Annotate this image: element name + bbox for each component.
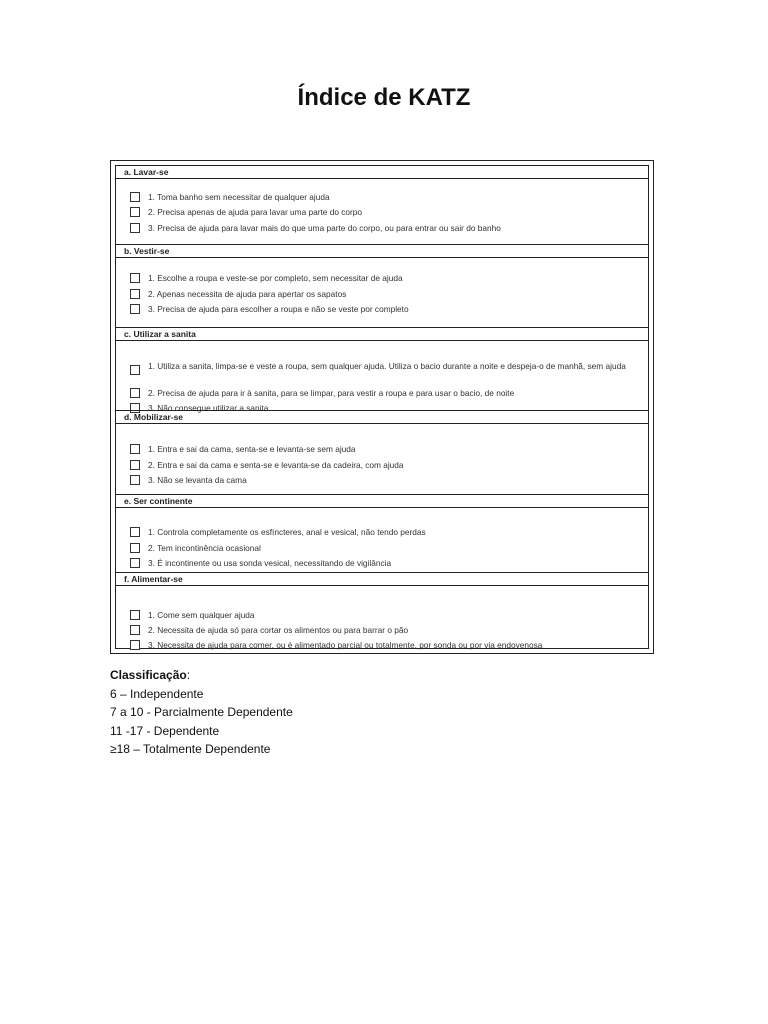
checkbox[interactable]: [130, 475, 140, 485]
checkbox[interactable]: [130, 543, 140, 553]
checkbox[interactable]: [130, 444, 140, 454]
item-label: 3. Necessita de ajuda para comer, ou é alimentado parcial ou totalmente, por sonda ou por via endovenosa: [148, 640, 543, 650]
item-label: 3. Não consegue utilizar a sanita: [148, 403, 269, 413]
checkbox[interactable]: [130, 192, 140, 202]
katz-form-inner: [115, 165, 649, 649]
item-label: 2. Apenas necessita de ajuda para apertar os sapatos: [148, 289, 347, 299]
section-ser-continente: [116, 494, 648, 568]
checkbox[interactable]: [130, 273, 140, 283]
checkbox[interactable]: [130, 640, 140, 650]
checkbox[interactable]: [130, 223, 140, 233]
item-label: 1. Come sem qualquer ajuda: [148, 610, 255, 620]
classification-level: ≥18 – Totalmente Dependente: [110, 742, 271, 757]
item-label: 3. Precisa de ajuda para escolher a roupa e não se veste por completo: [148, 304, 409, 314]
section-header: a. Lavar-se: [116, 166, 648, 179]
checkbox[interactable]: [130, 207, 140, 217]
item-label: 3. Não se levanta da cama: [148, 475, 247, 485]
checkbox[interactable]: [130, 558, 140, 568]
section-lavar-se: [116, 166, 648, 233]
page-title: Índice de KATZ: [297, 84, 471, 111]
item-label: 3. Precisa de ajuda para lavar mais do que uma parte do corpo, ou para entrar ou sair do banho: [148, 223, 501, 233]
item-label: 1. Utiliza a sanita, limpa-se e veste a roupa, sem qualquer ajuda. Utiliza o bacio durante a noite e despeja-o de manhã, sem ajuda: [148, 361, 626, 371]
section-mobilizar-se: [116, 410, 648, 485]
classification-level: 6 – Independente: [110, 686, 204, 701]
checkbox[interactable]: [130, 610, 140, 620]
section-header: b. Vestir-se: [116, 244, 648, 258]
item-label: 2. Precisa de ajuda para ir à sanita, para se limpar, para vestir a roupa e para usar o bacio, de noite: [148, 388, 515, 398]
classification-heading-line: [110, 666, 293, 685]
checkbox[interactable]: [130, 365, 140, 375]
item-label: 1. Toma banho sem necessitar de qualquer ajuda: [148, 192, 330, 202]
classification-block: [110, 666, 293, 759]
item-label: 3. É incontinente ou usa sonda vesical, necessitando de vigilância: [148, 558, 392, 568]
section-alimentar-se: [116, 572, 648, 650]
item-label: 1. Escolhe a roupa e veste-se por completo, sem necessitar de ajuda: [148, 273, 403, 283]
katz-form: [110, 160, 654, 654]
checkbox[interactable]: [130, 388, 140, 398]
item-label: 1. Controla completamente os esfíncteres, anal e vesical, não tendo perdas: [148, 527, 426, 537]
section-utilizar-a-sanita: [116, 327, 648, 413]
section-header: f. Alimentar-se: [116, 572, 648, 586]
checkbox[interactable]: [130, 527, 140, 537]
section-header: d. Mobilizar-se: [116, 410, 648, 424]
classification-heading: Classificação: [110, 668, 187, 682]
item-label: 1. Entra e sai da cama, senta-se e levanta-se sem ajuda: [148, 444, 356, 454]
classification-level: 11 -17 - Dependente: [110, 723, 220, 738]
checkbox[interactable]: [130, 460, 140, 470]
section-header: c. Utilizar a sanita: [116, 327, 648, 341]
item-label: 2. Precisa apenas de ajuda para lavar uma parte do corpo: [148, 207, 363, 217]
section-vestir-se: [116, 244, 648, 314]
item-label: 2. Tem incontinência ocasional: [148, 543, 261, 553]
section-header: e. Ser continente: [116, 494, 648, 508]
checkbox[interactable]: [130, 289, 140, 299]
checkbox[interactable]: [130, 304, 140, 314]
item-label: 2. Necessita de ajuda só para cortar os alimentos ou para barrar o pão: [148, 625, 409, 635]
item-label: 2. Entra e sai da cama e senta-se e levanta-se da cadeira, com ajuda: [148, 460, 404, 470]
classification-heading-suffix: :: [186, 668, 191, 682]
checkbox[interactable]: [130, 625, 140, 635]
classification-level: 7 a 10 - Parcialmente Dependente: [110, 705, 293, 720]
